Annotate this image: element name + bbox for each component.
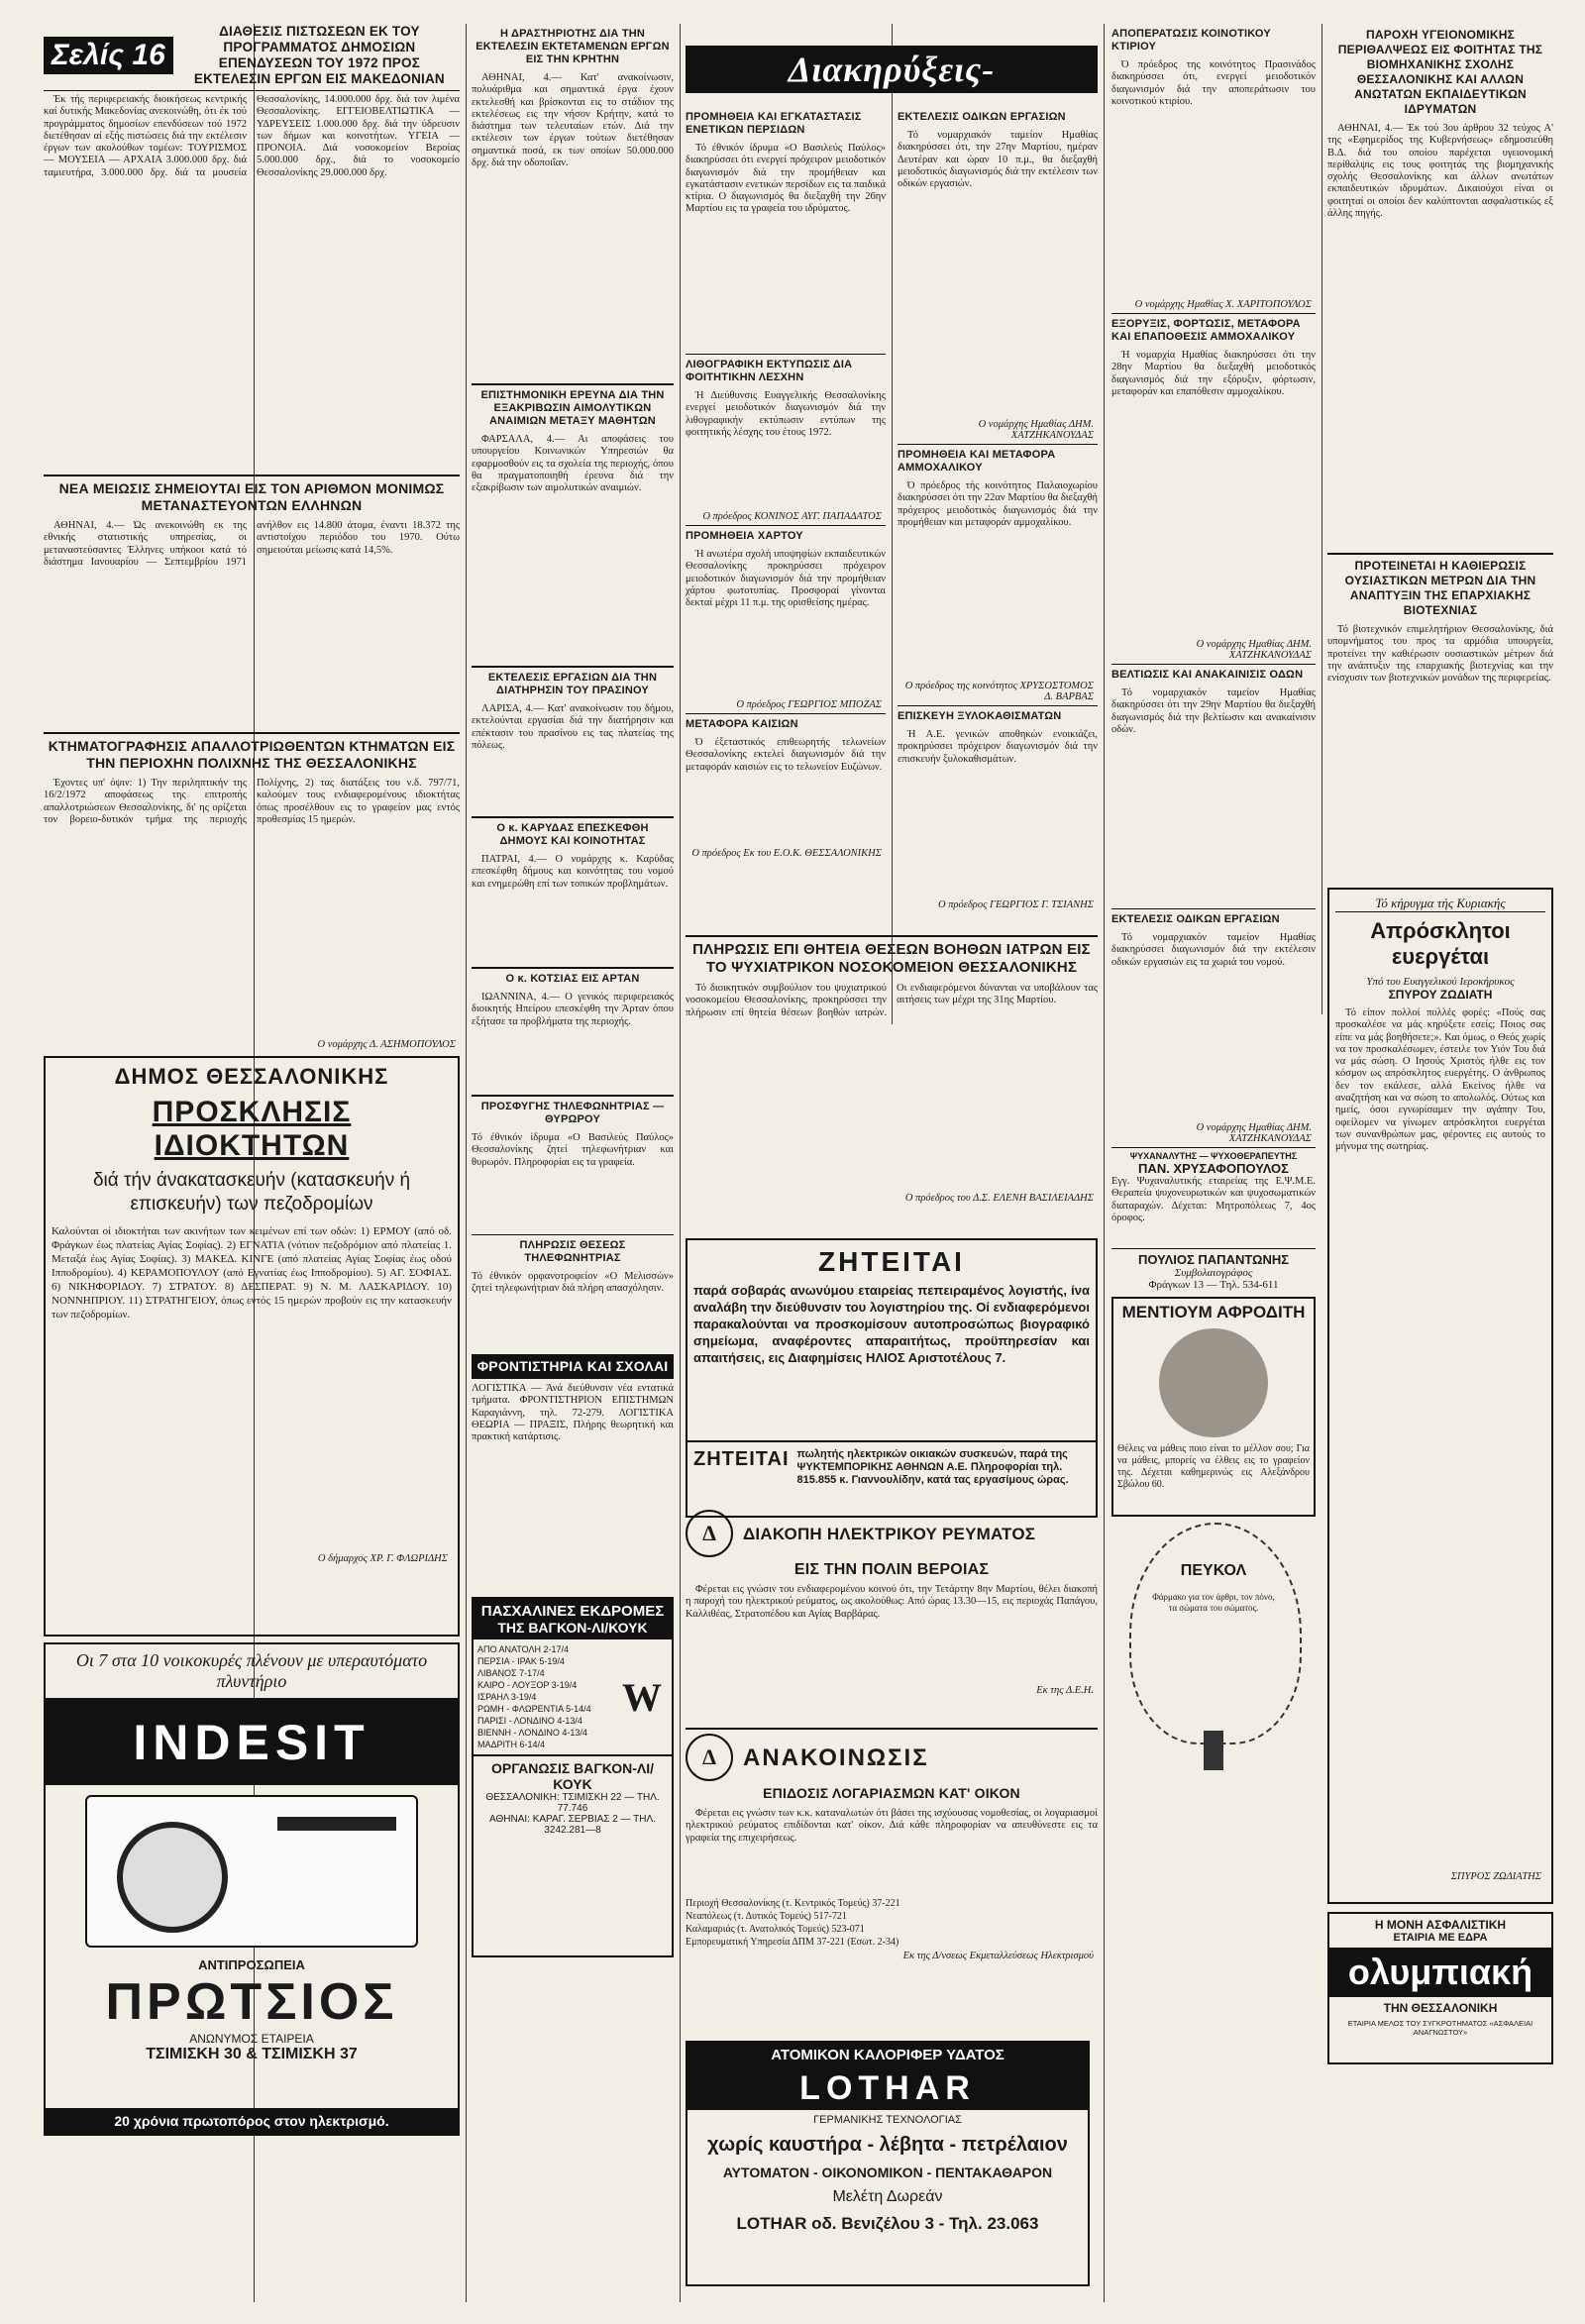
headline-anemia: ΕΠΙΣΤΗΜΟΝΙΚΗ ΕΡΕΥΝΑ ΔΙΑ ΤΗΝ ΕΞΑΚΡΙΒΩΣΙΝ ΑΙΜΟΛΥΤΙΚΩΝ ΑΝΑΙΜΙΩΝ ΜΕΤΑΞΥ ΜΑΘΗΤΩΝ (480, 389, 665, 427)
ad-wagons-lits (472, 1597, 674, 1957)
portrait-photo (1159, 1328, 1268, 1437)
list-item: ΙΣΡΑΗΛ 3-19/4 (477, 1692, 537, 1702)
washing-machine-icon (85, 1795, 418, 1948)
ad-peukol-head: ΠΕΥΚΟΛ (1180, 1562, 1247, 1579)
headline-blinds: ΠΡΟΜΗΘΕΙΑ ΚΑΙ ΕΓΚΑΤΑΣΤΑΣΙΣ ΕΝΕΤΙΚΩΝ ΠΕΡΣΙΔΩΝ (686, 111, 862, 136)
headline-building: ΑΠΟΠΕΡΑΤΩΣΙΣ ΚΟΙΝΟΤΙΚΟΥ ΚΤΙΡΙΟΥ (1111, 28, 1271, 53)
column-rule (680, 24, 681, 2302)
ad-wanted2-body: πωλητής ηλεκτρικών οικιακών συσκευών, παρά της ΨΥΚΤΕΜΠΟΡΙΚΗΣ ΑΘΗΝΩΝ Α.Ε. Πληροφορίαι τηλ. 815.855 κ. Γιαννουλίδην, κατά τας εργασίμους ώρας. (796, 1448, 1069, 1486)
signature: Εκ της Δ/νσεως Εκμεταλλεύσεως Ηλεκτρισμού (902, 1951, 1094, 1961)
sermon-sub: Υπό του Ευαγγελικού Ιεροκήρυκος (1366, 976, 1515, 988)
ad-wanted-salesman (686, 1440, 1098, 1518)
list-item: ΛΙΒΑΝΟΣ 7-17/4 (477, 1668, 545, 1678)
ad-wanted-accountant (686, 1238, 1098, 1442)
article-body: Ή Α.Ε. γενικών αποθηκών ενοικιάζει, προκηρύσσει πρόχειρον διαγωνισμόν διά την επισκευήν ξυλοκαθισμάτων. (898, 729, 1098, 765)
notice-doctors-title: ΠΛΗΡΩΣΙΣ ΕΠΙ ΘΗΤΕΙΑ ΘΕΣΕΩΝ ΒΟΗΘΩΝ ΙΑΤΡΩΝ ΕΙΣ ΤΟ ΨΥΧΙΑΤΡΙΚΟΝ ΝΟΣΟΚΟΜΕΙΟΝ ΘΕΣΣΑΛΟΝΙΚΗΣ (692, 941, 1091, 976)
article-blinds (686, 143, 886, 351)
headline-karydas: Ο κ. ΚΑΡΥΔΑΣ ΕΠΕΣΚΕΦΘΗ ΔΗΜΟΥΣ ΚΑΙ ΚΟΙΝΟΤΗΤΑΣ (496, 822, 649, 847)
ad-wanted-head: ΖΗΤΕΙΤΑΙ (818, 1246, 965, 1277)
column-3 (686, 107, 886, 929)
notice-power-cut (686, 1510, 1098, 1708)
list-item: ΜΑΔΡΙΤΗ 6-14/4 (477, 1740, 546, 1749)
ad-indesit-foot: 20 χρόνια πρωτοπόρος στον ηλεκτρισμό. (46, 2108, 458, 2134)
article-body: Φέρεται εις γνώσιν του ενδιαφερομένου κοινού ότι, την Τετάρτην 8ην Μαρτίου, θέλει διακοπή η παροχή του ηλεκτρικού ρεύματος, ως ακολούθως: Από ώρας 13.30—15, εις περιοχάς Παπάγου, Καλλιθέας, Στρατοπέδου και Αγίας Βαρβάρας. (686, 1584, 1098, 1620)
ad-medium-head: ΜΕΝΤΙΟΥΜ ΑΦΡΟΔΙΤΗ (1121, 1303, 1306, 1321)
article-body: ΑΘΗΝΑΙ, 4.— Ώς ανεκοινώθη εκ της εθνικής στατιστικής υπηρεσίας, οι μεταναστεύσαντες Έλληνες υπήκοοι κατά τό διάστημα Ιανουαρίου — Σεπτεμβρίου 1971 ανήλθον εις 14.800 άτομα, έναντι 18.372 της αντιστοίχου περιόδου του 1970. Ούτω σημειούται μείωσις κατά 14,5%. (44, 520, 460, 568)
ad-indesit-addr: ΤΣΙΜΙΣΚΗ 30 & ΤΣΙΜΙΣΚΗ 37 (146, 2046, 358, 2062)
card-notary-title: Συμβολαιογράφος (1174, 1267, 1253, 1279)
card-psychoanalyst-name: ΠΑΝ. ΧΡΥΣΑΦΟΠΟΥΛΟΣ (1138, 1161, 1289, 1176)
article-body: Φέρεται εις γνώσιν των κ.κ. καταναλωτών ότι βάσει της ισχύουσας νομοθεσίας, οι λογαριασμοί ηλεκτρικού ρεύματος επιδίδονται κατ' οίκον. Διά κάθε πληροφορίαν να απευθύνεστε εις τα γραφεία της επιχειρήσεως. (686, 1808, 1098, 1844)
card-notary-addr: Φράγκων 13 — Τηλ. 534-611 (1148, 1279, 1279, 1291)
left-columns (44, 24, 460, 2302)
ad-wanted2-head: ΖΗΤΕΙΤΑΙ (693, 1448, 790, 1470)
ad-lothar-line1: χωρίς καυστήρα - λέβητα - πετρέλαιον (707, 2134, 1068, 2156)
signature: Ο δήμαρχος ΧΡ. Γ. ΦΛΩΡΙΔΗΣ (317, 1553, 448, 1564)
article-transport (686, 737, 886, 846)
newspaper-page (44, 24, 1553, 2302)
notice-doctors-body (686, 983, 1098, 1191)
ad-olympiaki-mid: ΕΤΑΙΡΙΑ ΜΕ ΕΔΡΑ (1393, 1932, 1488, 1944)
ad-lothar-addr: LOTHAR οδ. Βενιζέλου 3 - Τηλ. 23.063 (736, 2214, 1039, 2233)
article-road-works-2 (1111, 932, 1316, 1120)
ad-medium-body: Θέλεις να μάθεις ποιο είναι το μέλλον σου; Για να μάθεις, μπορείς να έλθεις εις το γραφείον της. Δέχεται καθημερινώς εις Αλεξάνδρου Σβώλου 60. (1117, 1443, 1310, 1490)
notice-bills-title: ΑΝΑΚΟΙΝΩΣΙΣ (743, 1743, 929, 1771)
article-body: Ό πρόεδρος τής κοινότητος Παλαιοχωρίου διακηρύσσει ότι την 22αν Μαρτίου θα διεξαχθή πρόχειρος μειοδοτικός διαγωνισμός διά την προμήθειαν και μεταφοράν αμμοχαλίκου. (898, 480, 1098, 528)
article-body: Ή νομαρχία Ημαθίας διακηρύσσει ότι την 28ην Μαρτίου θα διεξαχθή μειοδοτικός διαγωνισμός διά την εξόρυξιν, φόρτωσιν, μεταφοράν και επαπόθεσιν αμμοχαλίκου. (1111, 350, 1316, 397)
signature: ΣΠΥΡΟΣ ΖΩΔΙΑΤΗΣ (1450, 1871, 1541, 1882)
column-rule (892, 24, 893, 1024)
list-item: Περιοχή Θεσσαλονίκης (τ. Κεντρικός Τομεύς) 37-221 (686, 1898, 900, 1909)
article-road-works (898, 130, 1098, 417)
article-body: Τό βιοτεχνικόν επιμελητήριον Θεσσαλονίκης, διά υπομνήματος του προς τα αρμόδια υπουργεία, προτείνει την καθιέρωσιν ουσιαστικών μέτρων διά την ανάπτυξιν της επαρχιακής βιοτεχνίας και την ενίσχυσιν των βιοτεχνικών μονάδων της περιφερείας. (1327, 624, 1553, 685)
headline-investments: ΔΙΑΘΕΣΙΣ ΠΙΣΤΩΣΕΩΝ ΕΚ ΤΟΥ ΠΡΟΓΡΑΜΜΑΤΟΣ ΔΗΜΟΣΙΩΝ ΕΠΕΝΔΥΣΕΩΝ ΤΟΥ 1972 ΠΡΟΣ ΕΚΤΕΛΕΣΙΝ ΕΡΓΩΝ ΕΙΣ ΜΑΚΕΔΟΝΙΑΝ (193, 24, 445, 86)
headline-emigration: ΝΕΑ ΜΕΙΩΣΙΣ ΣΗΜΕΙΟΥΤΑΙ ΕΙΣ ΤΟΝ ΑΡΙΘΜΟΝ ΜΟΝΙΜΩΣ ΜΕΤΑΝΑΣΤΕΥΟΝΤΩΝ ΕΛΛΗΝΩΝ (58, 480, 445, 513)
headline-cadastre: ΚΤΗΜΑΤΟΓΡΑΦΗΣΙΣ ΑΠΑΛΛΟΤΡΙΩΘΕΝΤΩΝ ΚΤΗΜΑΤΩΝ ΕΙΣ ΤΗΝ ΠΕΡΙΟΧΗΝ ΠΟΛΙΧΝΗΣ ΤΗΣ ΘΕΣΣΑΛΟΝΙΚΗΣ (48, 738, 456, 771)
sermon-body (1335, 1007, 1545, 1869)
ad-wagons-city2: ΑΘΗΝΑΙ: ΚΑΡΑΓ. ΣΕΡΒΙΑΣ 2 — ΤΗΛ. 3242.281—8 (489, 1814, 656, 1836)
headline-excavation: ΕΞΟΡΥΞΙΣ, ΦΟΡΤΩΣΙΣ, ΜΕΤΑΦΟΡΑ ΚΑΙ ΕΠΑΠΟΘΕΣΙΣ ΑΜΜΟΧΑΛΙΚΟΥ (1111, 318, 1301, 343)
ad-lothar-brand: LOTHAR (687, 2067, 1088, 2110)
article-body: Τό νομαρχιακόν ταμείον Ημαθίας διακηρύσσει ότι, την 27ην Μαρτίου, ημέραν Δευτέραν και ώραν 10 π.μ., θα διεξαχθή μειοδοτικός διαγωνισμός διά την εκτέλεσιν των οδικών εργασιών. (898, 130, 1098, 190)
article-body: Τό διοικητικόν συμβούλιον του ψυχιατρικού νοσοκομείου Θεσσαλονίκης, προκηρύσσει την πλήρωσιν επί θητεία θέσεων βοηθών ιατρών. Οι ενδιαφερόμενοι δύνανται να υποβάλουν τας αιτήσεις των μέχρι της 31ης Μαρτίου. (686, 983, 1098, 1018)
signature: Ο πρόεδρος της κοινότητος ΧΡΥΣΟΣΤΟΜΟΣ Δ. ΒΑΡΒΑΣ (904, 681, 1094, 702)
ad-olympiaki-city: ΤΗΝ ΘΕΣΣΑΛΟΝΙΚΗ (1383, 2001, 1498, 2015)
sermon-box (1327, 888, 1553, 1904)
ad-lothar-top: ΑΤΟΜΙΚΟΝ ΚΑΛΟΡΙΦΕΡ ΥΔΑΤΟΣ (687, 2043, 1088, 2067)
column-6-lower (1327, 549, 1553, 2302)
ad-wagons-list (474, 1639, 612, 1754)
article-crete (472, 72, 674, 379)
ad-lothar-origin: ΓΕΡΜΑΝΙΚΗΣ ΤΕΧΝΟΛΟΓΙΑΣ (813, 2114, 962, 2126)
headline-health: ΠΑΡΟΧΗ ΥΓΕΙΟΝΟΜΙΚΗΣ ΠΕΡΙΘΑΛΨΕΩΣ ΕΙΣ ΦΟΙΤΗΤΑΣ ΤΗΣ ΒΙΟΜΗΧΑΝΙΚΗΣ ΣΧΟΛΗΣ ΘΕΣΣΑΛΟΝΙΚΗΣ ΚΑΙ ΑΛΛΩΝ ΑΝΩΤΑΤΩΝ ΕΚΠΑΙΔΕΥΤΙΚΩΝ ΙΔΡΥΜΑΤΩΝ (1337, 28, 1543, 116)
notice-power-cut-title: ΔΙΑΚΟΠΗ ΗΛΕΚΤΡΙΚΟΥ ΡΕΥΜΑΤΟΣ (743, 1524, 1036, 1543)
ad-indesit-co: ΑΝΩΝΥΜΟΣ ΕΤΑΙΡΕΙΑ (189, 2032, 314, 2046)
page-tag: Σελίς 16 (44, 37, 173, 74)
article-gravel (898, 480, 1098, 679)
notice-bills (686, 1724, 1098, 2021)
ad-municipality-body: Καλούνται οί ιδιοκτήται των ακινήτων των κειμένων επί των οδών: 1) ΕΡΜΟΥ (από οδ. Φράγκων έως πλατείας Αγίας Σοφίας). 2) ΕΓΝΑΤΙΑ (νότιον πεζοδρόμιον από πλατείας 1. Μεταξά έως Αγίας Σοφίας). 3) ΜΑΚΕΔ. ΚΙΝΓΕ (από πλατείας Αγίας Σοφίας έως οδού Ιπποδρομίου). 4) ΚΕΡΑΜΟΠΟΥΛΟΥ (από Εγνατίας έως Ιπποδρομίου). 5) ΑΓ. ΣΟΦΙΑΣ. 6) ΝΙΚΗΦΟΡΙΔΟΥ. 7) ΣΤΡΑΤΟΥ. 8) ΔΕΣΠΕΡΑΤ. 9) Ν. Μ. ΛΑΣΚΑΡΙΔΟΥ. 10) ΝΟΝΝΗΠΡΙΟΥ. 11) ΣΤΡΑΤΗΓΕΙΟΥ, όπως εντός 15 ημερών προβούν εις την κατασκευήν των πεζοδρομίων. (52, 1225, 452, 1320)
ad-indesit (44, 1642, 460, 2136)
ad-lothar (686, 2041, 1090, 2286)
classified-body: Τό έθνικόν ίδρυμα «Ο Βασιλεύς Παύλος» Θεσσαλονίκης ζητεί τηλεφωνήτριαν και θυρωρόν. Πληροφορίαι εις τα γραφεία. (472, 1132, 674, 1168)
list-item: ΠΑΡΙΣΙ - ΛΟΝΔΙΝΟ 4-13/4 (477, 1716, 582, 1726)
article-body: Ό έξεταστικός επιθεωρητής τελωνείων Θεσσαλονίκης εκτελεί διαγωνισμόν διά την μεταφοράν καισιών εις το τελωνείον Ευζώνων. (686, 737, 886, 773)
card-psychoanalyst-body: Εγγ. Ψυχαναλυτικής εταιρείας της Ε.Ψ.Μ.Ε. Θεραπεία ψυχονευρωτικών και ψυχοσωματικών διαταραχών. Δέχεται: Μητροπόλεως 7, 4ος όροφος. (1111, 1176, 1316, 1223)
article-investments (44, 94, 460, 471)
article-body: Τό έθνικόν ίδρυμα «Ο Βασιλεύς Παύλος» διακηρύσσει ότι ενεργεί πρόχειρον μειοδοτικόν διαγωνισμόν διά την προμήθειαν και εγκατάστασιν ενετικών περσίδων εις τα παιδικά κτίρια. Ο διαγωνισμός θα διεξαχθή την 26ην Μαρτίου εις τα γραφεία του ιδρύματος. (686, 143, 886, 215)
article-body: ΙΩΑΝΝΙΝΑ, 4.— Ο γενικός περιφερειακός διοικητής Ηπείρου επεσκέφθη την Άρταν όπου εξήτασε τα προβλήματα της περιοχής. (472, 992, 674, 1027)
ad-olympiaki-top: Η ΜΟΝΗ ΑΣΦΑΛΙΣΤΙΚΗ (1374, 1918, 1507, 1932)
headline-crafts: ΠΡΟΤΕΙΝΕΤΑΙ Η ΚΑΘΙΕΡΩΣΙΣ ΟΥΣΙΑΣΤΙΚΩΝ ΜΕΤΡΩΝ ΔΙΑ ΤΗΝ ΑΝΑΠΤΥΞΙΝ ΤΗΣ ΕΠΑΡΧΙΑΚΗΣ ΒΙΟΤΕΧΝΙΑΣ (1344, 559, 1536, 617)
classified-body: ΛΟΓΙΣΤΙΚΑ — Άνά διεύθυνσιν νέα εντατικά τμήματα. ΦΡΟΝΤΙΣΤΗΡΙΟΝ ΕΠΙΣΤΗΜΩΝ Καραγιάννη, τηλ. 72-279. ΛΟΓΙΣΤΙΚΑ ΘΕΩΡΙΑ — ΠΡΑΞΙΣ, Πλήρης θεωρητική και πρακτική κατάρτισις. (472, 1383, 674, 1443)
article-body: Τό νομαρχιακόν ταμείον Ημαθίας διακηρύσσει διαγωνισμόν διά την εκτέλεσιν οδικών εργασιών εις τα χωριά του νομού. (1111, 932, 1316, 968)
article-karydas (472, 854, 674, 963)
signature: Ο πρόεδρος ΚΟΝΙΝΟΣ ΑΥΓ. ΠΑΠΑΔΑΤΟΣ (702, 511, 882, 522)
ad-indesit-tag: ΑΝΤΙΠΡΟΣΩΠΕΙΑ (198, 1957, 305, 1972)
article-body: ΛΑΡΙΣΑ, 4.— Κατ' ανακοίνωσιν του δήμου, εκτελούνται εργασίαι διά την διατήρησιν και επέκτασιν του πρασίνου εις τας πλατείας της πόλεως. (472, 703, 674, 751)
classified-head: ΠΡΟΣΦΥΓΗΣ ΤΗΛΕΦΩΝΗΤΡΙΑΣ — ΘΥΡΩΡΟΥ (480, 1101, 665, 1125)
list-item: ΡΩΜΗ - ΦΛΩΡΕΝΤΙΑ 5-14/4 (477, 1704, 591, 1714)
classified-body: Τό έθνικόν ορφανοτροφείον «Ο Μελισσών» ζητεί τηλεφωνήτριαν διά πλήρη απασχόλησιν. (472, 1271, 674, 1295)
ad-wagons-sub: ΤΗΣ ΒΑΓΚΟΝ-ΛΙ/ΚΟΥΚ (474, 1620, 672, 1639)
article-roads (1111, 687, 1316, 905)
list-item: Εμπορευματική Υπηρεσία ΔΠΜ 37-221 (Εσωτ. 2-34) (686, 1937, 899, 1948)
page-header (44, 24, 460, 87)
article-chairs (898, 729, 1098, 898)
signature: Ο νομάρχης Ημαθίας Χ. ΧΑΡΙΤΟΠΟΥΛΟΣ (1134, 299, 1312, 310)
headline-chairs: ΕΠΙΣΚΕΥΗ ΞΥΛΟΚΑΘΙΣΜΑΤΩΝ (898, 710, 1062, 722)
notice-bills-phones (686, 1897, 1098, 1949)
ad-indesit-brand: INDESIT (46, 1700, 458, 1785)
column-rule (1321, 24, 1322, 1014)
headline-road-works: ΕΚΤΕΛΕΣΙΣ ΟΔΙΚΩΝ ΕΡΓΑΣΙΩΝ (898, 111, 1066, 123)
signature: Ο πρόεδρος Εκ του Ε.Ο.Κ. ΘΕΣΣΑΛΟΝΙΚΗΣ (691, 848, 882, 859)
ad-lothar-line2: ΑΥΤΟΜΑΤΟΝ - ΟΙΚΟΝΟΜΙΚΟΝ - ΠΕΝΤΑΚΑΘΑΡΟΝ (722, 2165, 1053, 2180)
article-health (1327, 123, 1553, 549)
ad-olympiaki-name: ολυμπιακή (1329, 1948, 1551, 1997)
list-item: ΒΙΕΝΝΗ - ΛΟΝΔΙΝΟ 4-13/4 (477, 1728, 587, 1738)
signature: Ο νομάρχης Ημαθίας ΔΗΜ. ΧΑΤΖΗΚΑΝΟΥΔΑΣ (978, 419, 1094, 441)
article-anemia (472, 434, 674, 662)
article-excavation (1111, 350, 1316, 637)
list-item: ΑΠΟ ΑΝΑΤΟΛΗ 2-17/4 (477, 1644, 570, 1654)
headline-transport: ΜΕΤΑΦΟΡΑ ΚΑΙΣΙΩΝ (686, 718, 798, 730)
signature: Ο νομάρχης Ημαθίας ΔΗΜ. ΧΑΤΖΗΚΑΝΟΥΔΑΣ (1196, 639, 1312, 661)
headline-gravel: ΠΡΟΜΗΘΕΙΑ ΚΑΙ ΜΕΤΑΦΟΡΑ ΑΜΜΟΧΑΛΙΚΟΥ (898, 449, 1056, 474)
article-body: Ό πρόεδρος της κοινότητος Πρασινάδος διακηρύσσει ότι, ενεργεί μειοδοτικόν διαγωνισμόν διά την αποπεράτωσιν του κοινοτικού κτιρίου. (1111, 59, 1316, 107)
article-body: Τό είπον πολλοί πολλές φορές: «Πούς σας προσκαλέσε να μάς κηρύξετε εσείς; Ποιος σας είπε να μάς βοηθήσετε;». Και όμως, ο Θεός χωρίς να τον προσκαλέσωμεν, έστειλε τον Υιόν Του διά να μάς σώση. Ο Ιησούς Χριστός ήλθε εις τον κόσμον ως απρόσκλητος ευεργέτης. Ο άνθρωπος δεν τον εκάλεσε, αλλά Εκείνος ήλθε να αναζητήση και να σώση το απολωλός. Ούτως και ημείς, όσοι εγνωρίσαμεν την αγάπην Του, οφείλομεν να γίνωμεν απρόσκλητοι ευεργέται των συνανθρώπων μας, φέροντες εις αυτούς το μήνυμα της σωτηρίας. (1335, 1007, 1545, 1153)
headline-road-works-2: ΕΚΤΕΛΕΣΙΣ ΟΔΙΚΩΝ ΕΡΓΑΣΙΩΝ (1111, 913, 1280, 925)
dei-logo-icon: Δ (686, 1510, 733, 1557)
article-body: Έχοντες υπ' όψιν: 1) Την περιληπτικήν της 16/2/1972 αποφάσεως της επιτροπής απαλλοτριώσεων Θεσσαλονίκης, δι' ης ορίζεται τον βορειο-δυτικόν τμήμα της περιοχής Πολίχνης, 2) τας διατάξεις του ν.δ. 797/71, καλούμεν τους ενδιαφερομένους ιδιοκτήτας όπως προσέλθουν εις το γραφείον μας εντός προθεσμίας 15 ημερών. (44, 778, 460, 825)
article-building (1111, 59, 1316, 297)
article-crafts (1327, 624, 1553, 882)
article-body: Έκ τής περιφερειακής διοικήσεως κεντρικής καί δυτικής Μακεδονίας ανεκοινώθη, ότι έκ τού προγράμματος δημοσίων επενδύσεων τού 1972 διετέθησαν αί εξής πιστώσεις διά την εκτέλεσιν έργων των ακολούθων τομέων: ΤΟΥΡΙΣΜΟΣ — ΜΟΥΣΕΙΑ — ΑΡΧΑΙΑ 3.000.000 δρχ. διά ταμιευτήρα, 3.000.000 δρχ. διά τα μουσεία Θεσσαλονίκης, 14.000.000 δρχ. διά τον λιμένα Θεσσαλονίκης. ΕΓΓΕΙΟΒΕΛΤΙΩΤΙΚΑ — ΥΔΡΕΥΣΕΙΣ 1.000.000 δρχ. διά την ύδρευσιν των δήμων και κοινοτήτων. ΥΓΕΙΑ — ΠΡΟΝΟΙΑ. Διά νοσοκομείον Βεροίας 5.000.000 δρχ., διά το νοσοκομείο Θεσσαλονίκης 29.000.000 δρχ. (44, 94, 460, 178)
headline-green: ΕΚΤΕΛΕΣΙΣ ΕΡΓΑΣΙΩΝ ΔΙΑ ΤΗΝ ΔΙΑΤΗΡΗΣΙΝ ΤΟΥ ΠΡΑΣΙΝΟΥ (487, 672, 658, 696)
article-body: Ή ανωτέρα σχολή υποψηφίων εκπαιδευτικών Θεσσαλονίκης προκηρύσσει πρόχειρον μειοδοτικόν διαγωνισμόν διά την προμήθειαν χάρτου φωτοτυπίας. Προσφοραί γίνονται δεκταί μέχρι 11 π.μ. της ορισθείσης ημέρας. (686, 549, 886, 609)
ad-municipality-head: ΠΡΟΣΚΛΗΣΙΣ ΙΔΙΟΚΤΗΤΩΝ (152, 1096, 352, 1162)
ad-municipality-title: ΔΗΜΟΣ ΘΕΣΣΑΛΟΝΙΚΗΣ (114, 1064, 389, 1089)
signature: Ο νομάρχης Ημαθίας ΔΗΜ. ΧΑΤΖΗΚΑΝΟΥΔΑΣ (1196, 1122, 1312, 1144)
ad-municipality-sub: διά τήν άνακατασκευήν (κατασκευήν ή επισκευήν) των πεζοδρομίων (92, 1170, 411, 1215)
ad-olympiaki-foot: ΕΤΑΙΡΙΑ ΜΕΛΟΣ ΤΟΥ ΣΥΓΚΡΟΤΗΜΑΤΟΣ «ΑΣΦΑΛΕΙΑΙ ΑΝΑΓΝΩΣΤΟΥ» (1347, 2019, 1533, 2037)
notice-power-cut-body (686, 1584, 1098, 1683)
classified-head: ΠΛΗΡΩΣΙΣ ΘΕΣΕΩΣ ΤΗΛΕΦΩΝΗΤΡΙΑΣ (519, 1239, 626, 1264)
ad-wagons-head: ΠΑΣΧΑΛΙΝΕΣ ΕΚΔΡΟΜΕΣ (474, 1599, 672, 1620)
headline-kotsias: Ο κ. ΚΟΤΣΙΑΣ ΕΙΣ ΑΡΤΑΝ (505, 973, 640, 985)
ad-indesit-top: Οι 7 στα 10 νοικοκυρές πλένουν με υπεραυτόματο πλυντήριο (46, 1644, 458, 1700)
signature: Εκ της Δ.Ε.Η. (1036, 1685, 1094, 1696)
article-body: ΑΘΗΝΑΙ, 4.— Κατ' ανακοίνωσιν, πολυάριθμα και σημαντικά έργα έχουν εκτελεσθή και βρίσκονται εις το στάδιον της εκτελέσεως εις την νήσον Κρήτην, κατά το διάστημα των τελευταίων ετών. Διά την εκτέλεσιν των έργων τούτων διετέθησαν σημαντικά ποσά, εκ των οποίων 50.000.000 δρχ. διά την οδοποιΐαν. (472, 72, 674, 169)
ad-wagons-city: ΘΕΣΣΑΛΟΝΙΚΗ: ΤΣΙΜΙΣΚΗ 22 — ΤΗΛ. 77.746 (485, 1792, 660, 1814)
sermon-author: ΣΠΥΡΟΥ ΖΩΔΙΑΤΗ (1388, 988, 1493, 1002)
signature: Ο πρόεδρος του Δ.Σ. ΕΛΕΝΗ ΒΑΣΙΛΕΙΑΔΗΣ (904, 1193, 1094, 1204)
tree-trunk-icon (1204, 1731, 1223, 1770)
list-item: Καλαμαριάς (τ. Ανατολικός Τομεύς) 523-071 (686, 1924, 865, 1935)
headline-crete: Η ΔΡΑΣΤΗΡΙΟΤΗΣ ΔΙΑ ΤΗΝ ΕΚΤΕΛΕΣΙΝ ΕΚΤΕΤΑΜΕΝΩΝ ΕΡΓΩΝ ΕΙΣ ΤΗΝ ΚΡΗΤΗΝ (476, 28, 670, 65)
section-masthead (686, 46, 1098, 93)
article-emigration (44, 520, 460, 728)
ad-wanted-body: παρά σοβαράς ανωνύμου εταιρείας πεπειραμένος λογιστής, ίνα αναλάβη την διεύθυνσιν του λογιστηρίου της. Οί ενδιαφερόμενοι παρακαλούνται να προσκομίσουν αυτοπροσώπως βιογραφικό σημείωμα, αναφέροντες απαραιτήτως, προϋπηρεσίαν και απαιτήσεις, εις Διαφημίσεις ΗΛΙΟΣ Αριστοτέλους 7. (693, 1283, 1090, 1365)
ad-wagons-org: ΟΡΓΑΝΩΣΙΣ ΒΑΓΚΟΝ-ΛΙ/ΚΟΥΚ (474, 1754, 672, 1792)
column-4 (898, 107, 1098, 929)
article-body: ΦΑΡΣΑΛΑ, 4.— Αι αποφάσεις του υπουργείου Κοινωνικών Υπηρεσιών θα εφαρμοσθούν εις τα σχολεία της περιοχής, όπου θα πραγματοποιηθή έρευνα διά την εξακρίβωσιν των αιμολυτικών αναιμιών. (472, 434, 674, 494)
list-item: Νεαπόλεως (τ. Δυτικός Τομεύς) 517-721 (686, 1911, 847, 1922)
article-body: Τό νομαρχιακόν ταμείον Ημαθίας διακηρύσσει ότι την 29ην Μαρτίου θα διεξαχθή διαγωνισμός διά την βελτίωσιν και ανακαίνισιν οδών. (1111, 687, 1316, 735)
article-cadastre (44, 778, 460, 1037)
dei-logo-icon: Δ (686, 1734, 733, 1781)
list-item: ΚΑΙΡΟ - ΛΟΥΞΟΡ 3-19/4 (477, 1680, 578, 1690)
notice-bills-body (686, 1808, 1098, 1897)
wagons-logo-icon: W (622, 1674, 662, 1720)
list-item: ΠΕΡΣΙΑ - ΙΡΑΚ 5-19/4 (477, 1656, 565, 1666)
ad-peukol (1129, 1523, 1298, 1770)
card-psychoanalyst-head: ΨΥΧΑΝΑΛΥΤΗΣ — ΨΥΧΟΘΕΡΑΠΕΥΤΗΣ (1129, 1151, 1298, 1161)
article-paper (686, 549, 886, 697)
headline-paper: ΠΡΟΜΗΘΕΙΑ ΧΑΡΤΟΥ (686, 530, 803, 542)
article-green (472, 703, 674, 812)
notice-bills-sub: ΕΠΙΔΟΣΙΣ ΛΟΓΑΡΙΑΣΜΩΝ ΚΑΤ' ΟΙΚΟΝ (763, 1785, 1020, 1801)
signature: Ο νομάρχης Δ. ΑΣΗΜΟΠΟΥΛΟΣ (317, 1039, 456, 1050)
ad-peukol-body: Φάρμακο για τον άρθρι, τον πόνο, τα σώματα του σώματος. (1152, 1592, 1275, 1613)
column-2 (472, 24, 674, 2302)
ad-municipality (44, 1056, 460, 1637)
ad-indesit-name: ΠΡΩΤΣΙΟΣ (105, 1973, 398, 2031)
signature: Ο πρόεδρος ΓΕΩΡΓΙΟΣ Γ. ΤΣΙΑΝΗΣ (938, 899, 1094, 910)
article-kotsias (472, 992, 674, 1091)
sermon-title: Απρόσκλητοι ευεργέται (1370, 918, 1511, 969)
article-body: ΠΑΤΡΑΙ, 4.— Ο νομάρχης κ. Καρύδας επεσκέφθη δήμους και κοινότητας του νομού και ενημερώθη επί των τοπικών προβλημάτων. (472, 854, 674, 890)
column-5 (1111, 24, 1316, 2302)
sermon-tag: Τό κήρυγμα τής Κυριακής (1335, 896, 1545, 912)
section-title: Διακηρύξεις- (788, 50, 996, 89)
headline-lithography: ΛΙΘΟΓΡΑΦΙΚΗ ΕΚΤΥΠΩΣΙΣ ΔΙΑ ΦΟΙΤΗΤΙΚΗΝ ΛΕΣΧΗΝ (686, 359, 853, 383)
article-body: Ή Διεύθυνσις Ευαγγελικής Θεσσαλονίκης ενεργεί μειοδοτικόν διαγωνισμόν διά την λιθογραφικήν εκτύπωσιν εντύπων της φοιτητικής λέσχης του έτους 1972. (686, 390, 886, 438)
article-lithography (686, 390, 886, 509)
signature: Ο πρόεδρος ΓΕΩΡΓΙΟΣ ΜΠΟΖΑΣ (736, 699, 882, 710)
column-rule (466, 24, 467, 2302)
ad-lothar-line3: Μελέτη Δωρεάν (832, 2188, 943, 2205)
column-rule (1104, 24, 1105, 2302)
ad-olympiaki (1327, 1912, 1553, 2064)
article-body: ΑΘΗΝΑΙ, 4.— Έκ τού 3ου άρθρου 32 τεύχος Α' της «Εφημερίδος της Κυβερνήσεως» εδημοσιεύθη Β.Δ. διά του οποίου παρέχεται υγειονομική περίθαλψις εις τους φοιτητάς της βιομηχανικής σχολής Θεσσαλονίκης και άλλων ανωτάτων εκπαιδευτικών ιδρυμάτων. Δικαιούχοι είναι οι φοιτηταί οι οποίοι δεν καλύπτονται ασφαλιστικώς εξ άλλης πηγής. (1327, 123, 1553, 220)
notice-power-cut-sub: ΕΙΣ ΤΗΝ ΠΟΛΙΝ ΒΕΡΟΙΑΣ (793, 1561, 990, 1578)
notice-doctors (686, 931, 1098, 1228)
headline-roads: ΒΕΛΤΙΩΣΙΣ ΚΑΙ ΑΝΑΚΑΙΝΙΣΙΣ ΟΔΩΝ (1111, 669, 1304, 681)
ad-medium (1111, 1297, 1316, 1517)
card-notary-name: ΠΟΥΛΙΟΣ ΠΑΠΑΝΤΩΝΗΣ (1137, 1252, 1290, 1267)
classified-section-head: ΦΡΟΝΤΙΣΤΗΡΙΑ ΚΑΙ ΣΧΟΛΑΙ (472, 1354, 674, 1379)
